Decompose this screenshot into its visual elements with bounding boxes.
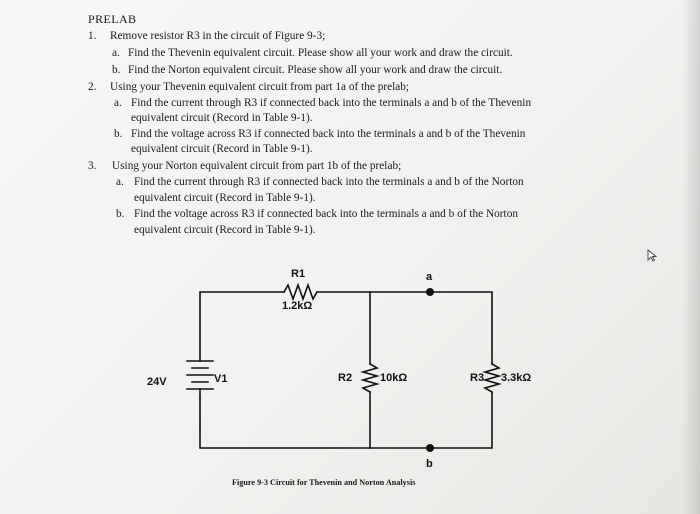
q2b-letter: b.: [114, 128, 123, 140]
resistor-r3: [485, 364, 499, 392]
q3b-text-1: Find the voltage across R3 if connected back into the terminals a and b of the Norton: [134, 208, 518, 220]
q3b-letter: b.: [116, 208, 125, 220]
q2a-text-1: Find the current through R3 if connected back into the terminals a and b of the Thevenin: [131, 97, 532, 109]
q1b-letter: b.: [112, 64, 121, 76]
q1a-letter: a.: [112, 47, 120, 59]
q2-text: Using your Thevenin equivalent circuit from part 1a of the prelab;: [110, 81, 410, 93]
r3-label: R3: [470, 372, 485, 384]
q2b-text-2: equivalent circuit (Record in Table 9-1).: [131, 143, 313, 155]
v1-value: 24V: [147, 376, 167, 388]
q2b-text-1: Find the voltage across R3 if connected back into the terminals a and b of the Thevenin: [131, 128, 526, 140]
resistor-r1: [284, 285, 317, 299]
q3a-text-2: equivalent circuit (Record in Table 9-1).: [134, 192, 316, 204]
q3a-letter: a.: [116, 176, 124, 188]
q2a-letter: a.: [114, 97, 122, 109]
resistor-r2: [363, 364, 377, 392]
wire-top-left: [200, 292, 284, 361]
r1-value: 1.2kΩ: [282, 300, 313, 312]
q2a-text-2: equivalent circuit (Record in Table 9-1).: [131, 112, 313, 124]
terminal-b-label: b: [426, 458, 433, 470]
q1-number: 1.: [88, 30, 97, 42]
r2-value: 10kΩ: [380, 372, 408, 384]
page-edge-shadow: [682, 0, 700, 514]
terminal-a-label: a: [426, 271, 433, 283]
prelab-title: PRELAB: [88, 12, 137, 26]
terminal-a-dot: [426, 288, 434, 296]
figure-caption: Figure 9-3 Circuit for Thevenin and Norton Analysis: [232, 478, 416, 487]
q3-text: Using your Norton equivalent circuit from part 1b of the prelab;: [112, 160, 402, 172]
wire-r3-top: [430, 292, 492, 364]
wire-r3-bottom: [200, 392, 492, 448]
mouse-pointer-icon: [647, 249, 657, 262]
terminal-b-dot: [426, 444, 434, 452]
q1-text: Remove resistor R3 in the circuit of Figure 9-3;: [110, 30, 326, 42]
r1-label: R1: [291, 268, 306, 280]
r3-value: 3.3kΩ: [501, 372, 532, 384]
q3a-text-1: Find the current through R3 if connected back into the terminals a and b of the Norton: [134, 176, 524, 188]
v1-label: V1: [214, 373, 228, 385]
q1b-text: Find the Norton equivalent circuit. Please show all your work and draw the circuit.: [128, 64, 503, 76]
q2-number: 2.: [88, 81, 97, 93]
q3-number: 3.: [88, 160, 97, 172]
r2-label: R2: [338, 372, 353, 384]
q3b-text-2: equivalent circuit (Record in Table 9-1).: [134, 224, 316, 236]
q1a-text: Find the Thevenin equivalent circuit. Please show all your work and draw the circuit.: [128, 47, 513, 59]
